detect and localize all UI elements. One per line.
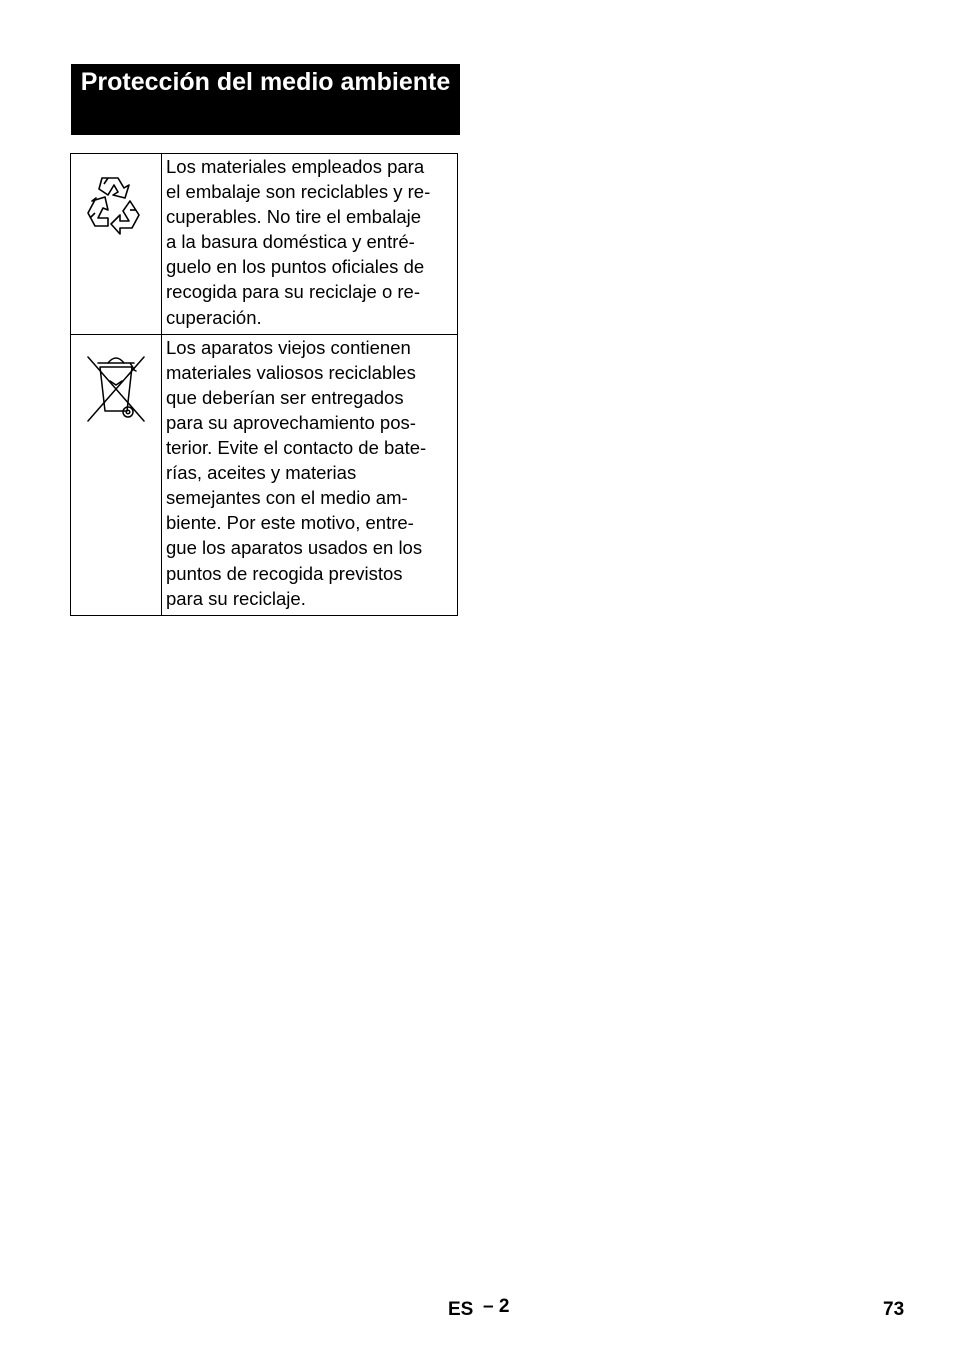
- footer-page-number: 73: [883, 1299, 905, 1320]
- section-heading: Protección del medio ambiente: [71, 64, 460, 135]
- row-text: Los aparatos viejos contienen materiales valiosos reciclables que deberían ser entregados para su aprovechamiento pos- terior. Evite el contacto de bate- rías, aceites y materias semejantes con el medio am- biente. Por este motivo, entre- gue los aparatos usados en los puntos de recogida previstos para su reciclaje.: [162, 334, 458, 615]
- crossed-out-wheelie-bin-icon: [84, 349, 148, 425]
- footer-language: ES: [448, 1299, 474, 1320]
- table-row: [71, 154, 458, 335]
- icon-cell: [71, 334, 162, 615]
- environment-table: [70, 153, 458, 616]
- table-row: [71, 334, 458, 615]
- recycle-icon: [78, 168, 154, 244]
- icon-cell: [71, 154, 162, 335]
- row-text: Los materiales empleados para el embalaje son reciclables y re- cuperables. No tire el embalaje a la basura doméstica y entré- guelo en los puntos oficiales de recogida para su reciclaje o re- cuperación.: [162, 154, 458, 335]
- footer-section-page: – 2: [483, 1296, 510, 1317]
